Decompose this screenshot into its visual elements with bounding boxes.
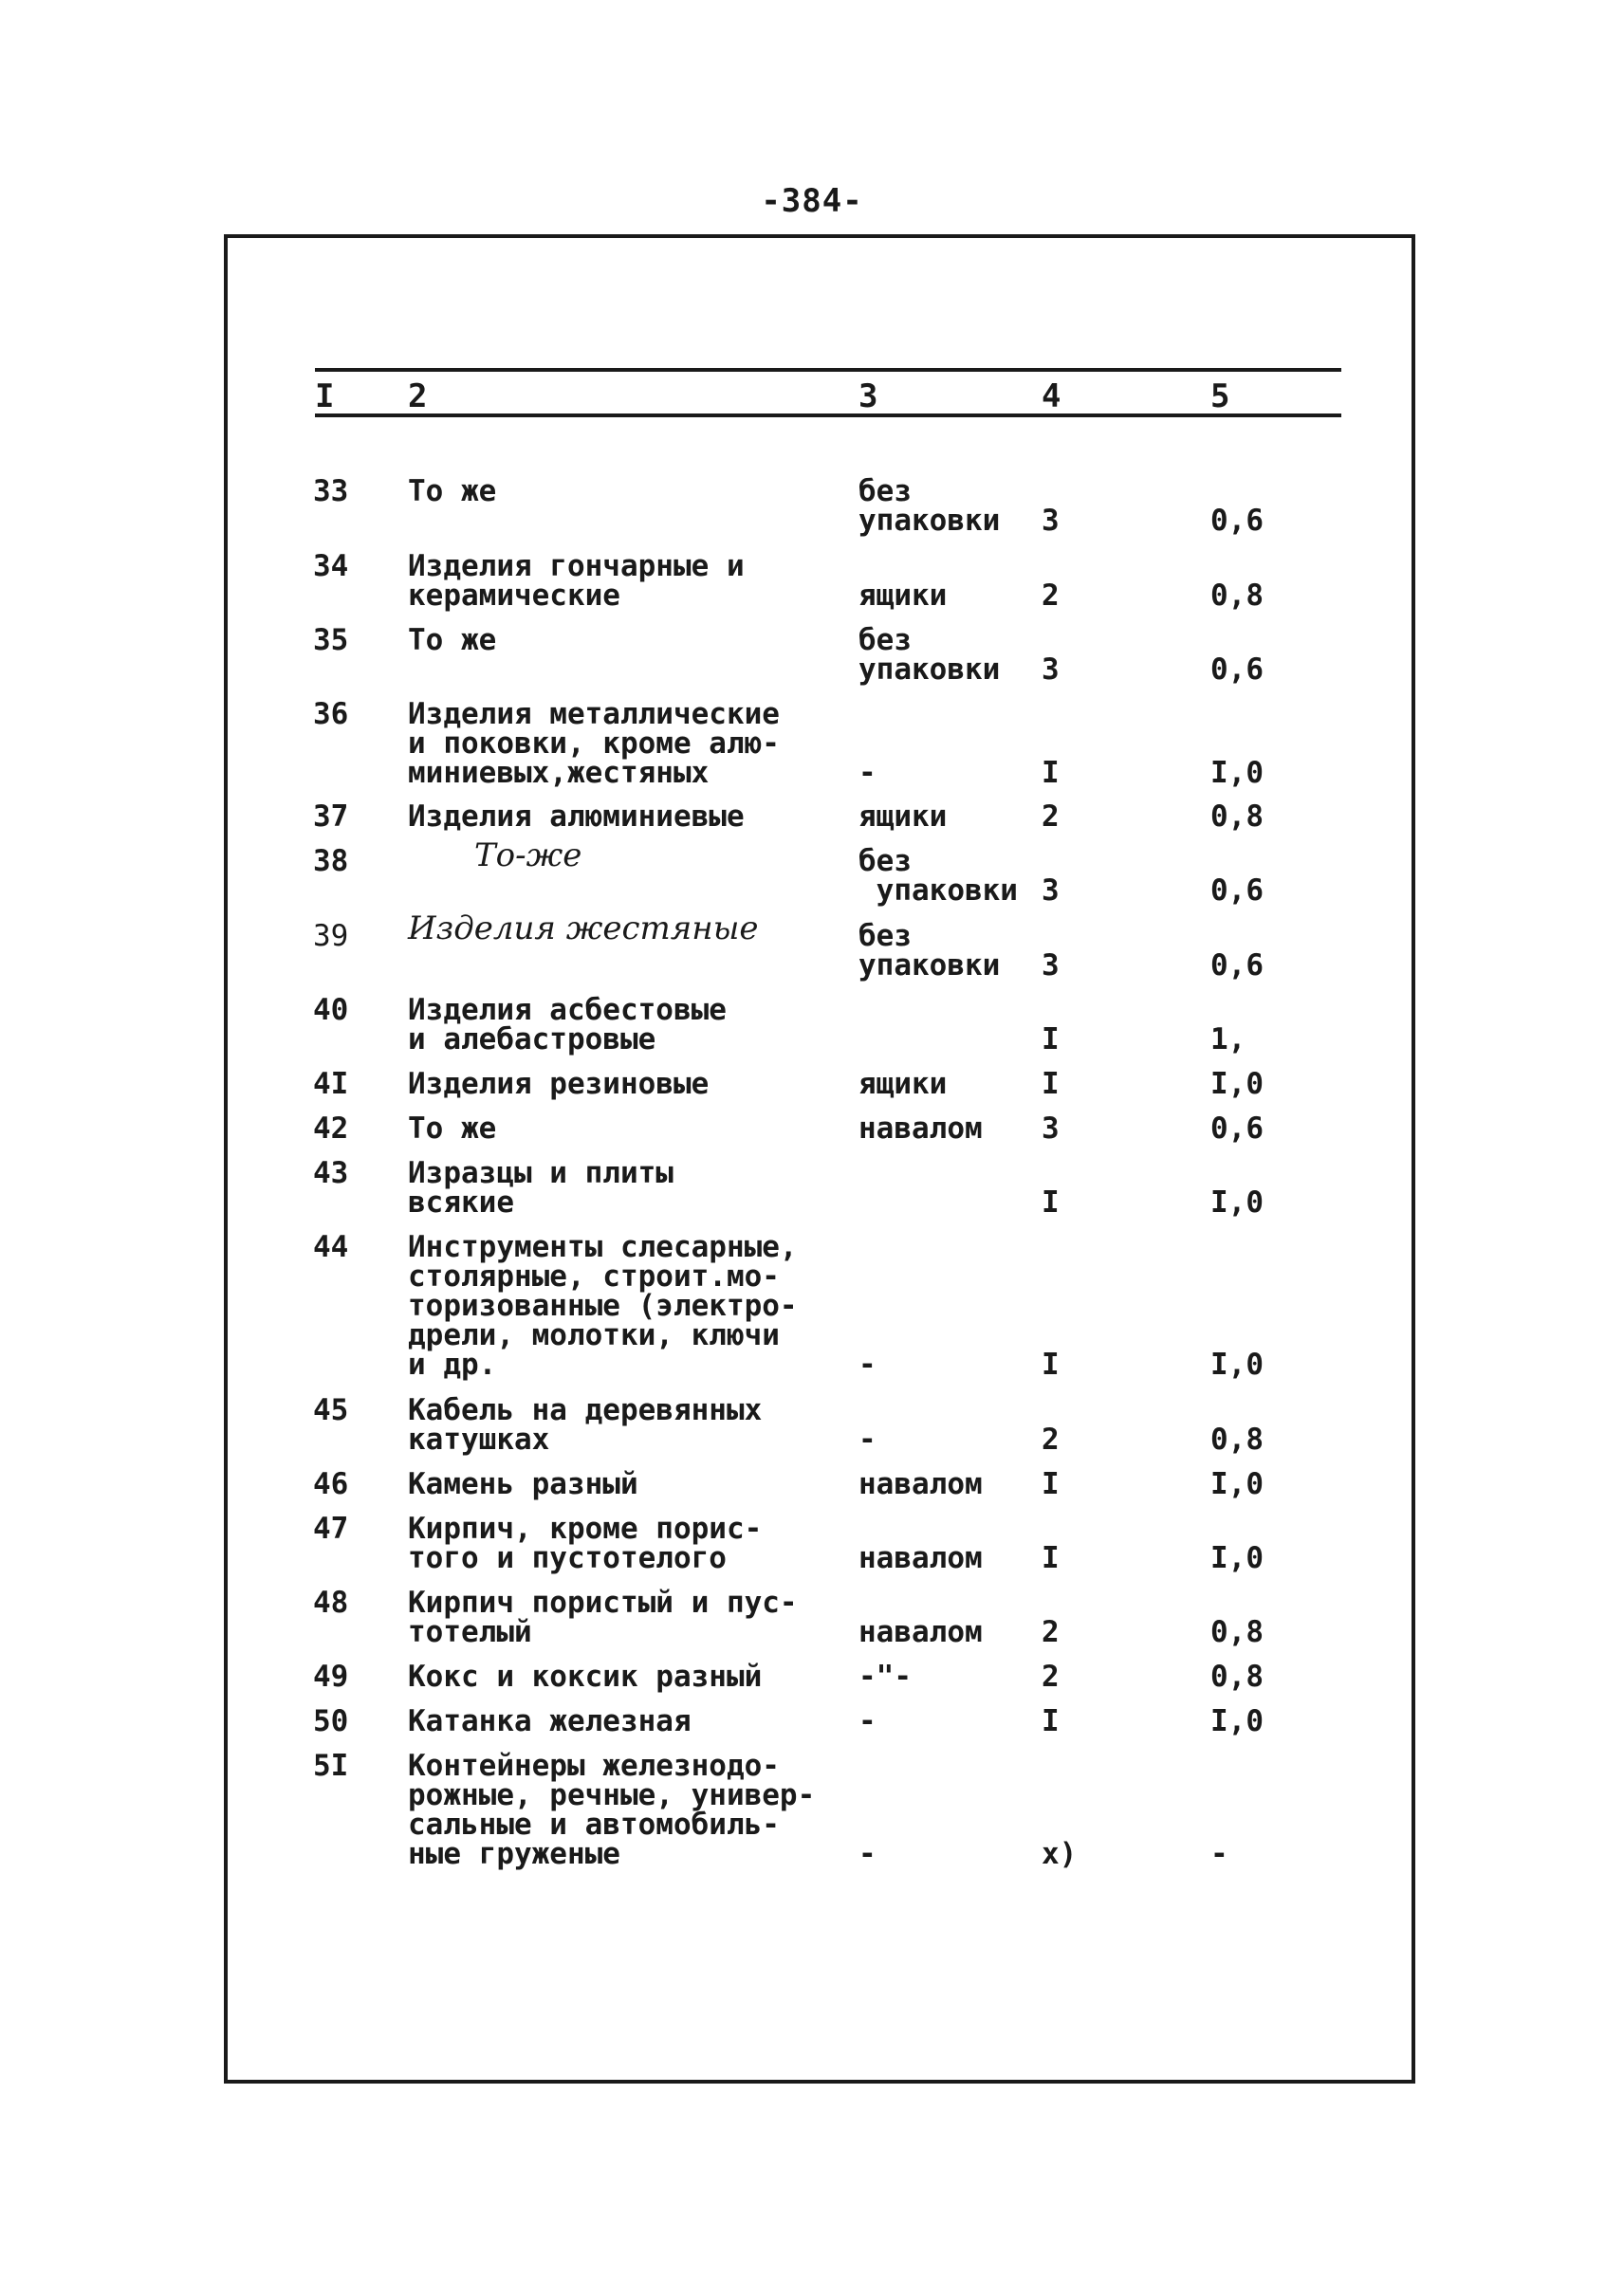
packing-type: ящики <box>858 579 948 613</box>
coefficient-value: I,0 <box>1210 1185 1264 1220</box>
coefficient-value: I,0 <box>1210 1067 1264 1101</box>
page-number: -384- <box>761 182 863 220</box>
item-name: Камень разный <box>408 1467 638 1501</box>
item-name: Изделия асбестовые и алебастровые <box>408 993 727 1056</box>
item-name: Инструменты слесарные, столярные, строит.мо- торизованные (электро- дрели, молотки, ключи и др. <box>408 1230 798 1382</box>
group-value: x) <box>1042 1837 1078 1871</box>
coefficient-value: I,0 <box>1210 756 1264 790</box>
group-value: 3 <box>1042 652 1060 687</box>
row-number: 40 <box>313 993 349 1027</box>
packing-type: - <box>858 1348 877 1382</box>
group-value: I <box>1042 1022 1060 1056</box>
table-header <box>0 377 1624 415</box>
header-col-3: 3 <box>858 377 878 415</box>
packing-type: навалом <box>858 1615 983 1649</box>
header-col-5: 5 <box>1210 377 1230 415</box>
coefficient-value: 1, <box>1210 1022 1246 1056</box>
coefficient-value: 0,6 <box>1210 652 1264 687</box>
item-name-handwritten: Изделия жестяные <box>408 909 759 947</box>
row-number: 50 <box>313 1704 349 1738</box>
item-name: Кирпич, кроме порис- того и пустотелого <box>408 1512 763 1575</box>
row-number: 39 <box>313 919 349 953</box>
item-name: Кабель на деревянных катушках <box>408 1393 763 1457</box>
group-value: 2 <box>1042 1423 1060 1457</box>
coefficient-value: I,0 <box>1210 1348 1264 1382</box>
group-value: 3 <box>1042 948 1060 983</box>
coefficient-value: 0,8 <box>1210 1423 1264 1457</box>
packing-type: - <box>858 756 877 790</box>
packing-type: ящики <box>858 1067 948 1101</box>
group-value: 3 <box>1042 873 1060 908</box>
coefficient-value: 0,6 <box>1210 504 1264 538</box>
coefficient-value: 0,8 <box>1210 1615 1264 1649</box>
packing-type: без упаковки <box>858 623 1001 687</box>
group-value: 2 <box>1042 1615 1060 1649</box>
packing-type: - <box>858 1423 877 1457</box>
group-value: I <box>1042 1185 1060 1220</box>
row-number: 48 <box>313 1586 349 1620</box>
header-col-4: 4 <box>1042 377 1061 415</box>
item-name: То же <box>408 623 497 657</box>
item-name: Изделия металлические и поковки, кроме алю- миниевых,жестяных <box>408 697 780 790</box>
packing-type: навалом <box>858 1467 983 1501</box>
packing-type: - <box>858 1837 877 1871</box>
packing-type: навалом <box>858 1541 983 1575</box>
packing-type: -"- <box>858 1660 912 1694</box>
group-value: I <box>1042 756 1060 790</box>
item-name: То же <box>408 1111 497 1146</box>
group-value: I <box>1042 1704 1060 1738</box>
row-number: 44 <box>313 1230 349 1264</box>
item-name: Контейнеры железнодо- рожные, речные, универ- сальные и автомобиль- ные груженые <box>408 1749 816 1871</box>
row-number: 47 <box>313 1512 349 1546</box>
row-number: 5I <box>313 1749 349 1783</box>
group-value: 2 <box>1042 579 1060 613</box>
item-name: То же <box>408 474 497 508</box>
group-value: 3 <box>1042 1111 1060 1146</box>
coefficient-value: 0,8 <box>1210 579 1264 613</box>
row-number: 49 <box>313 1660 349 1694</box>
group-value: I <box>1042 1541 1060 1575</box>
header-rule-top <box>315 368 1341 372</box>
row-number: 43 <box>313 1156 349 1190</box>
row-number: 37 <box>313 799 349 834</box>
item-name: Кирпич пористый и пус- тотелый <box>408 1586 798 1649</box>
row-number: 4I <box>313 1067 349 1101</box>
group-value: I <box>1042 1348 1060 1382</box>
item-name: Кокс и коксик разный <box>408 1660 763 1694</box>
item-name: Изделия алюминиевые <box>408 799 745 834</box>
coefficient-value: I,0 <box>1210 1541 1264 1575</box>
packing-type: без упаковки <box>858 844 1018 908</box>
row-number: 42 <box>313 1111 349 1146</box>
coefficient-value: 0,6 <box>1210 873 1264 908</box>
packing-type: навалом <box>858 1111 983 1146</box>
group-value: 2 <box>1042 1660 1060 1694</box>
row-number: 38 <box>313 844 349 878</box>
item-name: Изделия гончарные и керамические <box>408 549 745 613</box>
coefficient-value: I,0 <box>1210 1704 1264 1738</box>
group-value: I <box>1042 1067 1060 1101</box>
coefficient-value: I,0 <box>1210 1467 1264 1501</box>
coefficient-value: - <box>1210 1837 1228 1871</box>
header-col-1: I <box>315 377 335 415</box>
item-name: Катанка железная <box>408 1704 692 1738</box>
group-value: 3 <box>1042 504 1060 538</box>
packing-type: без упаковки <box>858 474 1001 538</box>
row-number: 33 <box>313 474 349 508</box>
row-number: 35 <box>313 623 349 657</box>
coefficient-value: 0,8 <box>1210 799 1264 834</box>
row-number: 34 <box>313 549 349 583</box>
packing-type: без упаковки <box>858 919 1001 983</box>
item-name-handwritten: То-же <box>474 836 582 874</box>
item-name: Изделия резиновые <box>408 1067 710 1101</box>
coefficient-value: 0,8 <box>1210 1660 1264 1694</box>
group-value: I <box>1042 1467 1060 1501</box>
coefficient-value: 0,6 <box>1210 1111 1264 1146</box>
group-value: 2 <box>1042 799 1060 834</box>
item-name: Изразцы и плиты всякие <box>408 1156 674 1220</box>
packing-type: ящики <box>858 799 948 834</box>
packing-type: - <box>858 1704 877 1738</box>
coefficient-value: 0,6 <box>1210 948 1264 983</box>
row-number: 46 <box>313 1467 349 1501</box>
row-number: 36 <box>313 697 349 731</box>
header-col-2: 2 <box>408 377 428 415</box>
row-number: 45 <box>313 1393 349 1427</box>
